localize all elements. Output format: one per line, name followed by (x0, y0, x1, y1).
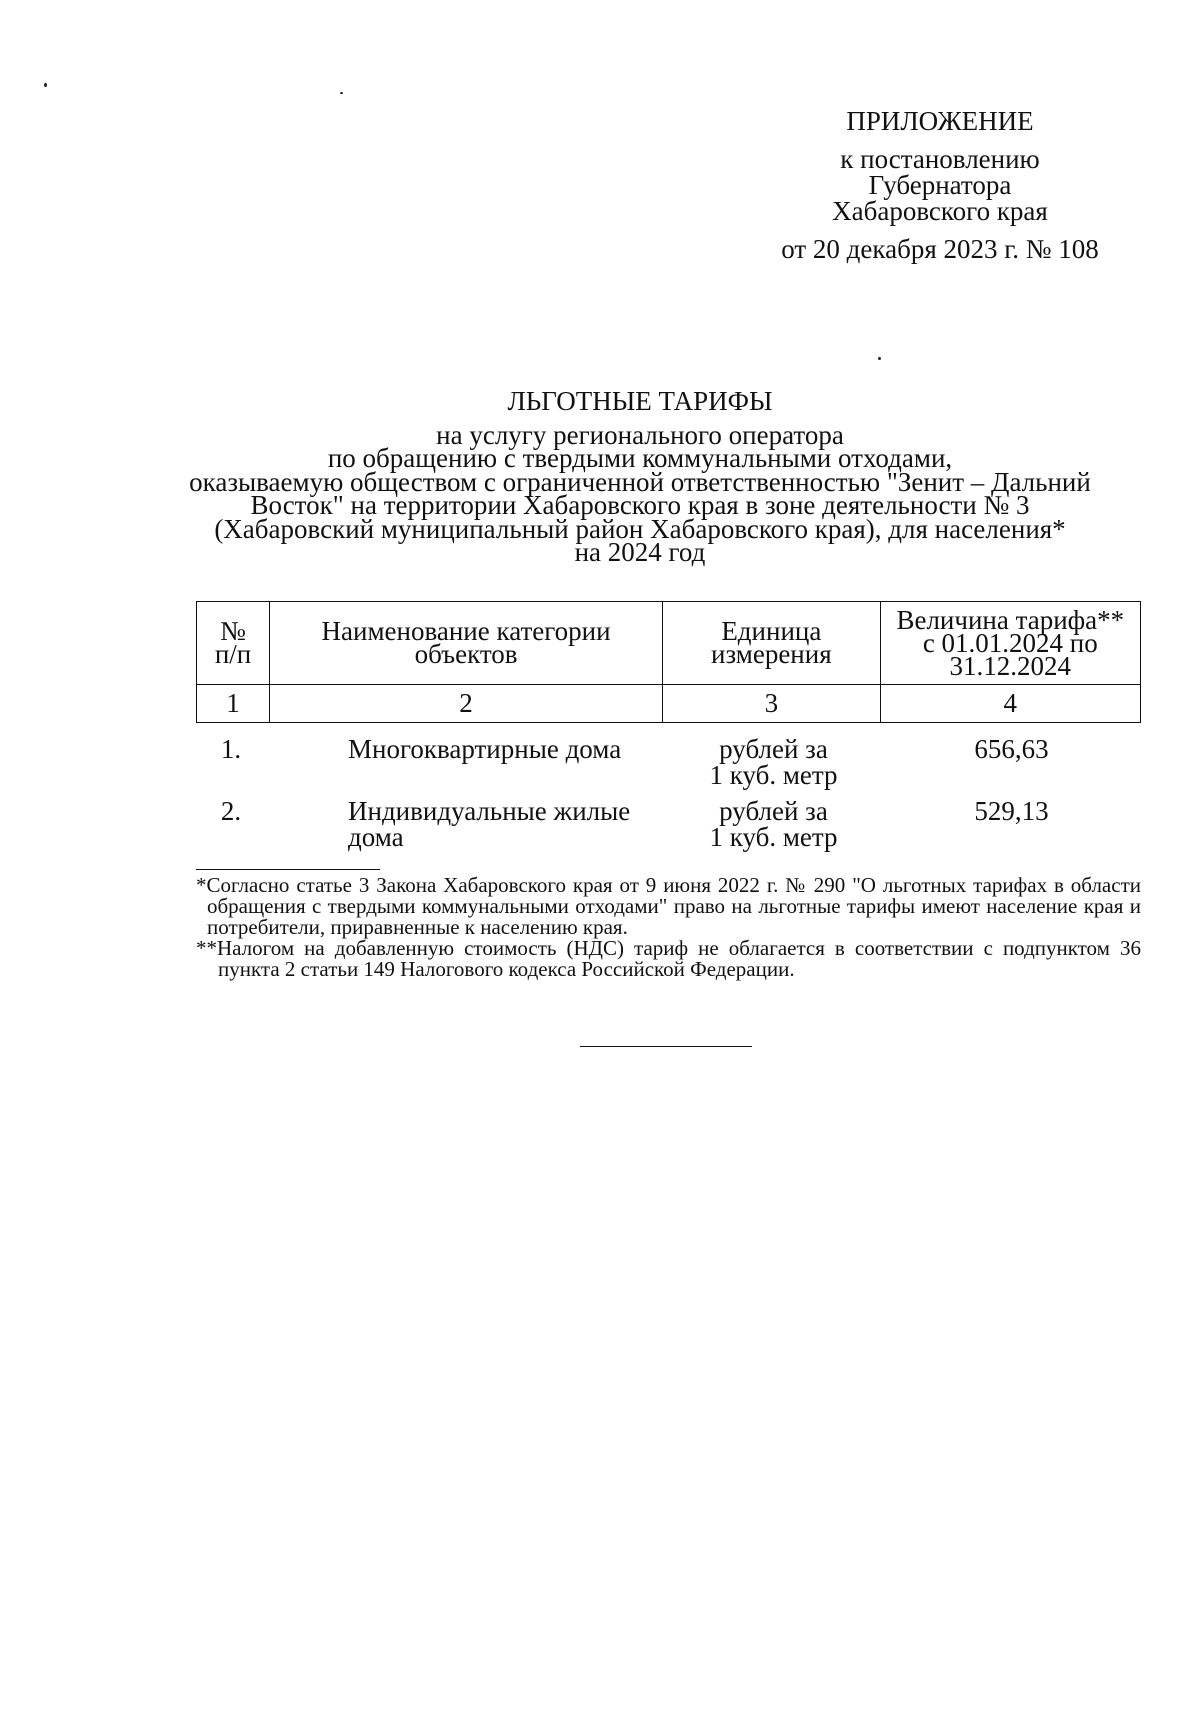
document-title-block (160, 386, 1120, 567)
column-number: 1 (197, 685, 270, 723)
appendix-date: от 20 декабря 2023 г. № 108 (781, 234, 1099, 264)
subtitle-line: (Хабаровский муниципальный район Хабаровского края), для населения* (214, 513, 1066, 544)
column-number: 4 (880, 685, 1140, 723)
row-num: 1. (220, 734, 242, 764)
header-text: Единица (721, 616, 822, 646)
unit-text: рублей за (719, 734, 828, 764)
footnote-divider (196, 869, 380, 870)
header-text: объектов (414, 639, 518, 669)
table-row (196, 798, 1141, 860)
row-value: 529,13 (974, 796, 1049, 826)
column-number-row (197, 685, 1141, 723)
header-text: п/п (214, 639, 252, 669)
appendix-title: ПРИЛОЖЕНИЕ (846, 106, 1034, 136)
subtitle-line: оказываемую обществом с ограниченной ответственностью "Зенит – Дальний (189, 466, 1091, 497)
scan-speck (878, 357, 881, 360)
header-value (880, 602, 1140, 685)
appendix-line: к постановлению (840, 144, 1040, 174)
unit-text: рублей за (719, 796, 828, 826)
footnote: **Налогом на добавленную стоимость (НДС) тариф не облагается в соответствии с подпунктом 36 пункта 2 статьи 149 Налогового кодекса Российской Федерации. (196, 936, 1141, 981)
unit-text: 1 куб. метр (709, 822, 838, 852)
column-number: 2 (270, 685, 663, 723)
tariff-table-body (196, 736, 1141, 860)
column-number: 3 (663, 685, 881, 723)
table-header-row (197, 602, 1141, 685)
header-text: Наименование категории (321, 616, 611, 646)
row-num: 2. (220, 796, 242, 826)
subtitle-line: на услугу регионального оператора (436, 419, 844, 450)
tariff-table-header (196, 601, 1141, 723)
footnote: *Согласно статье 3 Закона Хабаровского края от 9 июня 2022 г. № 290 "О льготных тарифах в области обращения с твердыми коммунальными отходами" право на льготные тарифы имеют население края и потребители, приравненные к населению края. (196, 873, 1141, 939)
header-category (270, 602, 663, 685)
table-row (196, 736, 1141, 798)
scan-speck (340, 92, 343, 94)
header-unit (663, 602, 881, 685)
header-num (197, 602, 270, 685)
header-text: измерения (711, 639, 832, 669)
document-title: ЛЬГОТНЫЕ ТАРИФЫ (507, 386, 773, 416)
row-unit (665, 798, 882, 860)
end-divider (580, 1046, 752, 1047)
appendix-line: Хабаровского края (832, 196, 1048, 226)
row-category: Многоквартирные дома (348, 734, 622, 764)
header-text: Величина тарифа** (896, 604, 1125, 635)
row-value: 656,63 (974, 734, 1049, 764)
header-text: № (220, 616, 246, 646)
appendix-line: Губернатора (868, 170, 1012, 200)
scan-speck (44, 83, 47, 87)
unit-text: 1 куб. метр (709, 760, 838, 790)
footnotes (196, 875, 1141, 980)
header-text: 31.12.2024 (949, 650, 1072, 681)
row-unit (665, 736, 882, 798)
header-text: с 01.01.2024 по (922, 627, 1098, 658)
subtitle-line: Восток" на территории Хабаровского края в зоне деятельности № 3 (250, 490, 1030, 520)
row-category: Индивидуальные жилые дома (348, 796, 631, 852)
subtitle-line: по обращению с твердыми коммунальными отходами, (327, 443, 953, 473)
appendix-header (760, 108, 1120, 262)
subtitle-line: на 2024 год (574, 537, 706, 567)
